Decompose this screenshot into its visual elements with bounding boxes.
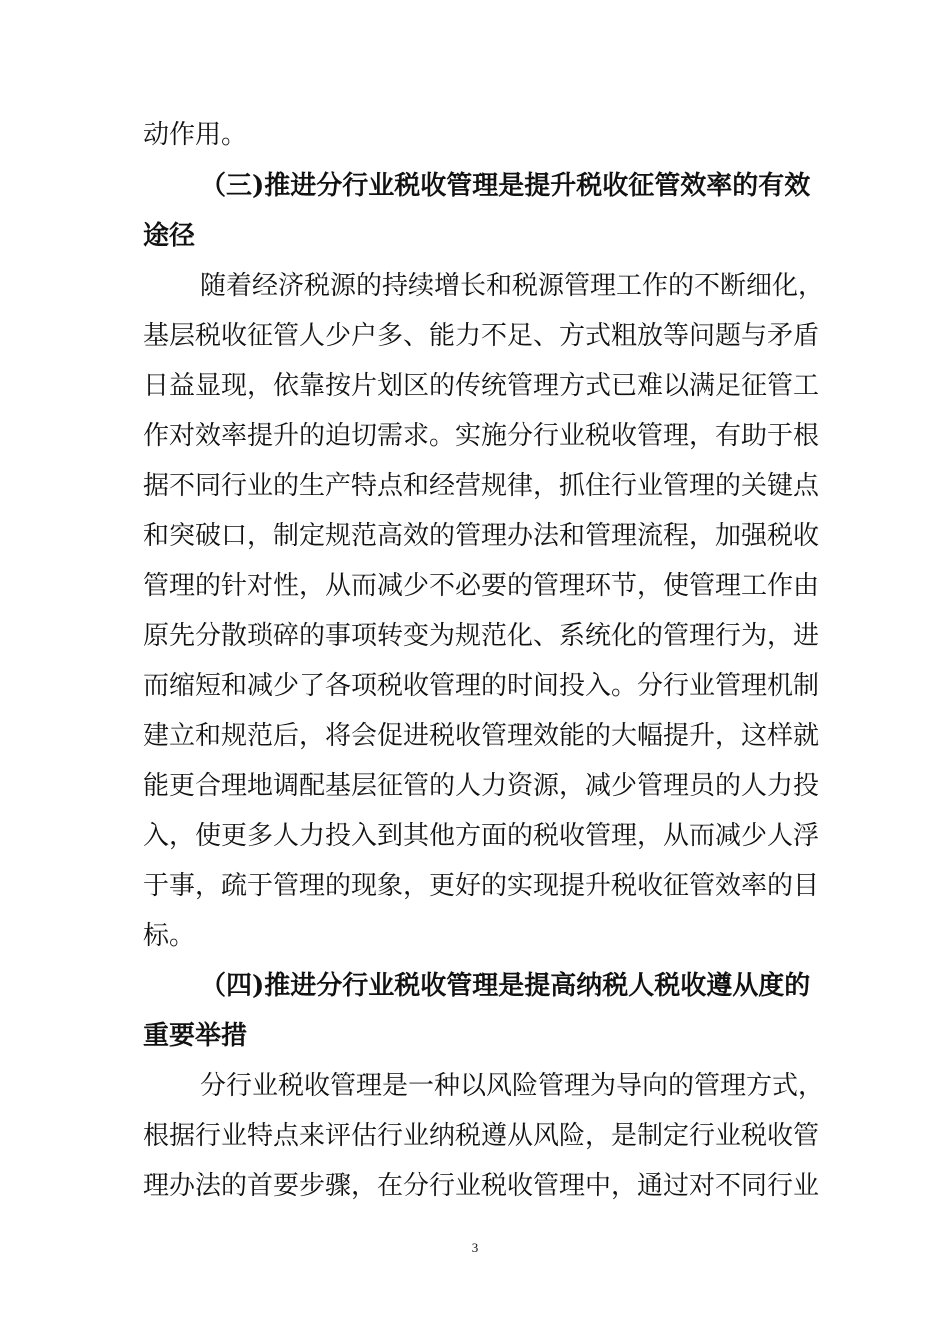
text-line: 理办法的首要步骤，在分行业税收管理中，通过对不同行业 [143,1171,820,1201]
text-line: 据不同行业的生产特点和经营规律，抓住行业管理的关键点 [143,471,820,501]
section-heading-3: （三)推进分行业税收管理是提升税收征管效率的有效 [200,171,811,201]
text-line: 而缩短和减少了各项税收管理的时间投入。分行业管理机制 [143,671,820,701]
text-line: 日益显现，依靠按片划区的传统管理方式已难以满足征管工 [143,371,820,401]
text-line: 作对效率提升的迫切需求。实施分行业税收管理，有助于根 [143,421,820,451]
text-line: 建立和规范后，将会促进税收管理效能的大幅提升，这样就 [143,721,820,751]
text-line: 和突破口，制定规范高效的管理办法和管理流程，加强税收 [143,521,820,551]
section-heading-3-continued: 途径 [143,221,196,251]
page-number: 3 [471,1240,479,1255]
text-line: 入，使更多人力投入到其他方面的税收管理，从而减少人浮 [143,821,820,851]
text-line: 原先分散琐碎的事项转变为规范化、系统化的管理行为，进 [143,621,820,651]
section-heading-4-continued: 重要举措 [143,1021,248,1051]
section-heading-4: （四)推进分行业税收管理是提高纳税人税收遵从度的 [200,971,811,1001]
text-line: 管理的针对性，从而减少不必要的管理环节，使管理工作由 [143,571,820,601]
text-line: 根据行业特点来评估行业纳税遵从风险，是制定行业税收管 [143,1121,820,1151]
text-line: 分行业税收管理是一种以风险管理为导向的管理方式， [200,1071,825,1101]
text-line: 能更合理地调配基层征管的人力资源，减少管理员的人力投 [143,771,820,801]
text-line: 随着经济税源的持续增长和税源管理工作的不断细化， [200,271,825,301]
text-line: 于事，疏于管理的现象，更好的实现提升税收征管效率的目 [143,871,820,901]
text-line: 标。 [143,921,196,951]
text-line: 动作用。 [143,120,248,150]
text-line: 基层税收征管人少户多、能力不足、方式粗放等问题与矛盾 [143,321,820,351]
